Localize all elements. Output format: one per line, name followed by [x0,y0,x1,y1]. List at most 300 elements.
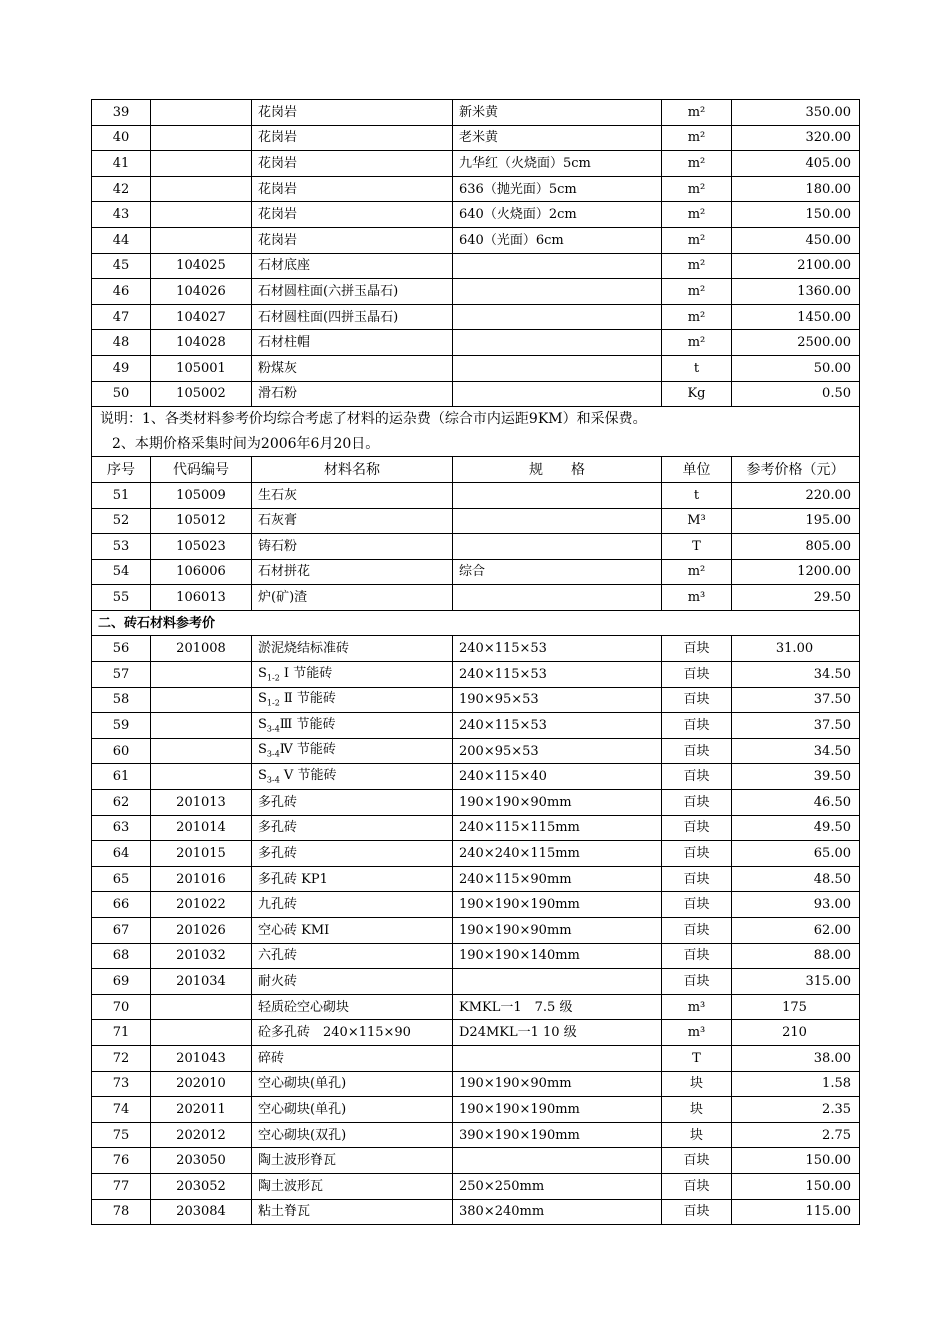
material-code: 202012 [151,1122,252,1148]
table-row [92,969,860,995]
row-number: 74 [92,1097,151,1123]
unit: m² [662,330,732,356]
unit: 百块 [662,1148,732,1174]
unit: 百块 [662,713,732,739]
material-code [151,764,252,790]
unit: m² [662,227,732,253]
header-row [92,457,860,483]
table-row [92,125,860,151]
table-row [92,279,860,305]
reference-price: 150.00 [732,1148,860,1174]
material-spec: 190×190×90mm [453,1071,662,1097]
row-number: 73 [92,1071,151,1097]
reference-price: 38.00 [732,1045,860,1071]
column-header-no: 序号 [92,457,151,483]
material-spec: 新米黄 [453,100,662,126]
table-row [92,1071,860,1097]
row-number: 61 [92,764,151,790]
reference-price: 49.50 [732,815,860,841]
material-code [151,994,252,1020]
material-spec: 240×115×53 [453,636,662,662]
material-name-suffix: Ⅱ 节能砖 [279,691,336,707]
reference-price: 50.00 [732,355,860,381]
reference-price: 2.75 [732,1122,860,1148]
material-name-suffix: Ⅴ 节能砖 [279,767,337,783]
row-number: 44 [92,227,151,253]
material-code [151,738,252,764]
material-code [151,125,252,151]
material-spec: 240×115×53 [453,713,662,739]
table-row [92,918,860,944]
material-code: 201043 [151,1045,252,1071]
material-name: 粉煤灰 [252,355,453,381]
material-code: 105001 [151,355,252,381]
material-name: 滑石粉 [252,381,453,407]
row-number: 65 [92,866,151,892]
table-row [92,559,860,585]
material-code: 105023 [151,534,252,560]
material-spec: 250×250mm [453,1173,662,1199]
unit: 百块 [662,866,732,892]
material-spec [453,534,662,560]
table-row [92,151,860,177]
row-number: 55 [92,585,151,611]
table-row [92,815,860,841]
material-spec: 190×190×90mm [453,790,662,816]
unit: Kg [662,381,732,407]
material-code: 201016 [151,866,252,892]
material-name: 陶土波形瓦 [252,1173,453,1199]
material-spec: 240×115×90mm [453,866,662,892]
material-code: 104027 [151,304,252,330]
row-number: 50 [92,381,151,407]
material-code: 105009 [151,482,252,508]
table-row [92,1097,860,1123]
reference-price: 29.50 [732,585,860,611]
unit: 百块 [662,662,732,688]
material-name-suffix: Ⅰ 节能砖 [279,665,333,681]
material-name: 炉(矿)渣 [252,585,453,611]
row-number: 78 [92,1199,151,1225]
row-number: 47 [92,304,151,330]
unit: m² [662,279,732,305]
material-name-subscript: 1-2 [266,673,280,683]
material-name-suffix: Ⅳ 节能砖 [279,742,336,758]
reference-price: 350.00 [732,100,860,126]
unit: M³ [662,508,732,534]
material-spec: 640（光面）6cm [453,227,662,253]
reference-price: 31.00 [732,636,860,662]
material-name: 花岗岩 [252,176,453,202]
reference-price: 805.00 [732,534,860,560]
unit: 百块 [662,892,732,918]
material-code: 202010 [151,1071,252,1097]
material-spec [453,253,662,279]
reference-price: 320.00 [732,125,860,151]
material-name: 石材拼花 [252,559,453,585]
table-row [92,330,860,356]
reference-price: 65.00 [732,841,860,867]
material-name-prefix: S [258,767,267,783]
material-code: 106013 [151,585,252,611]
material-name: 六孔砖 [252,943,453,969]
table-row [92,1045,860,1071]
reference-price: 210 [732,1020,860,1046]
material-code [151,227,252,253]
table-row [92,1020,860,1046]
material-code [151,202,252,228]
material-code [151,176,252,202]
unit: m² [662,151,732,177]
column-header-unit: 单位 [662,457,732,483]
reference-price: 450.00 [732,227,860,253]
material-name: 多孔砖 [252,815,453,841]
material-spec [453,279,662,305]
unit: 块 [662,1097,732,1123]
material-name: 多孔砖 KP1 [252,866,453,892]
material-spec: 九华红（火烧面）5cm [453,151,662,177]
table-row [92,943,860,969]
row-number: 59 [92,713,151,739]
material-name-prefix: S [258,691,267,707]
reference-price: 0.50 [732,381,860,407]
unit: 百块 [662,738,732,764]
table-row [92,994,860,1020]
reference-price: 48.50 [732,866,860,892]
material-spec: 综合 [453,559,662,585]
reference-price: 37.50 [732,687,860,713]
material-code: 201032 [151,943,252,969]
row-number: 75 [92,1122,151,1148]
table-row [92,227,860,253]
row-number: 68 [92,943,151,969]
table-row [92,687,860,713]
material-code: 104028 [151,330,252,356]
unit: 百块 [662,636,732,662]
material-spec: 640（火烧面）2cm [453,202,662,228]
unit: m² [662,559,732,585]
table-row [92,585,860,611]
material-name-prefix: S [258,742,267,758]
column-header-name: 材料名称 [252,457,453,483]
material-name [252,764,453,790]
section-title: 二、砖石材料参考价 [92,610,860,636]
reference-price: 1200.00 [732,559,860,585]
unit: 百块 [662,918,732,944]
table-row [92,866,860,892]
unit: 百块 [662,943,732,969]
material-code: 104025 [151,253,252,279]
row-number: 53 [92,534,151,560]
material-spec [453,330,662,356]
material-name: 淤泥烧结标准砖 [252,636,453,662]
material-name [252,738,453,764]
material-name: 石材柱帽 [252,330,453,356]
material-code: 201015 [151,841,252,867]
reference-price: 1450.00 [732,304,860,330]
reference-price: 175 [732,994,860,1020]
section-row [92,610,860,636]
material-name: 陶土波形脊瓦 [252,1148,453,1174]
material-spec [453,508,662,534]
reference-price: 150.00 [732,202,860,228]
material-name: 多孔砖 [252,790,453,816]
row-number: 62 [92,790,151,816]
unit: 百块 [662,687,732,713]
material-spec: 240×115×53 [453,662,662,688]
material-name-suffix: Ⅲ 节能砖 [279,716,336,732]
unit: m³ [662,1020,732,1046]
reference-price: 180.00 [732,176,860,202]
reference-price: 37.50 [732,713,860,739]
material-code: 202011 [151,1097,252,1123]
material-name: 花岗岩 [252,202,453,228]
material-code: 201013 [151,790,252,816]
reference-price: 88.00 [732,943,860,969]
table-row [92,662,860,688]
material-spec [453,304,662,330]
material-name: 耐火砖 [252,969,453,995]
material-name [252,713,453,739]
material-name: 九孔砖 [252,892,453,918]
reference-price: 34.50 [732,738,860,764]
material-name: 多孔砖 [252,841,453,867]
reference-price: 2.35 [732,1097,860,1123]
material-name-prefix: S [258,716,267,732]
material-spec [453,1045,662,1071]
material-spec [453,585,662,611]
row-number: 49 [92,355,151,381]
row-number: 56 [92,636,151,662]
row-number: 60 [92,738,151,764]
material-name: 空心砌块(单孔) [252,1097,453,1123]
material-name: 花岗岩 [252,100,453,126]
material-code [151,713,252,739]
material-spec: 240×115×40 [453,764,662,790]
unit: 块 [662,1071,732,1097]
reference-price: 62.00 [732,918,860,944]
row-number: 69 [92,969,151,995]
row-number: 43 [92,202,151,228]
row-number: 48 [92,330,151,356]
material-spec: 190×190×140mm [453,943,662,969]
note-line-2: 2、本期价格采集时间为2006年6月20日。 [92,432,860,457]
unit: m² [662,304,732,330]
material-spec: 636（抛光面）5cm [453,176,662,202]
row-number: 76 [92,1148,151,1174]
material-name-subscript: 3-4 [266,749,280,759]
table-row [92,1148,860,1174]
table-row [92,176,860,202]
material-code: 104026 [151,279,252,305]
unit: m² [662,253,732,279]
material-name-subscript: 3-4 [266,724,280,734]
table-row [92,790,860,816]
reference-price: 115.00 [732,1199,860,1225]
material-spec: 老米黄 [453,125,662,151]
material-name: 花岗岩 [252,151,453,177]
row-number: 52 [92,508,151,534]
material-code: 106006 [151,559,252,585]
material-name: 石材底座 [252,253,453,279]
material-spec: 240×115×115mm [453,815,662,841]
table-row [92,508,860,534]
reference-price: 150.00 [732,1173,860,1199]
material-code: 201022 [151,892,252,918]
unit: m³ [662,994,732,1020]
note-row [92,407,860,432]
material-code: 201008 [151,636,252,662]
material-name [252,687,453,713]
unit: T [662,534,732,560]
row-number: 41 [92,151,151,177]
row-number: 42 [92,176,151,202]
material-code: 203084 [151,1199,252,1225]
material-spec [453,482,662,508]
note-row [92,432,860,457]
row-number: 57 [92,662,151,688]
reference-price: 34.50 [732,662,860,688]
reference-price: 1360.00 [732,279,860,305]
material-spec [453,381,662,407]
reference-price: 195.00 [732,508,860,534]
table-row [92,764,860,790]
material-name: 碎砖 [252,1045,453,1071]
material-code: 203052 [151,1173,252,1199]
unit: m² [662,202,732,228]
material-code: 201034 [151,969,252,995]
unit: m³ [662,585,732,611]
material-spec: 200×95×53 [453,738,662,764]
material-code [151,662,252,688]
material-spec: 380×240mm [453,1199,662,1225]
row-number: 58 [92,687,151,713]
material-code: 105002 [151,381,252,407]
table-row [92,381,860,407]
material-spec: 190×190×190mm [453,1097,662,1123]
material-spec: KMKL一1 7.5 级 [453,994,662,1020]
unit: 百块 [662,1173,732,1199]
table-row [92,304,860,330]
row-number: 71 [92,1020,151,1046]
row-number: 45 [92,253,151,279]
row-number: 66 [92,892,151,918]
material-code [151,100,252,126]
material-spec: 390×190×190mm [453,1122,662,1148]
material-spec: 240×240×115mm [453,841,662,867]
row-number: 77 [92,1173,151,1199]
table-row [92,355,860,381]
table-row [92,1173,860,1199]
table-row [92,253,860,279]
reference-price: 39.50 [732,764,860,790]
row-number: 64 [92,841,151,867]
material-name: 花岗岩 [252,227,453,253]
material-code [151,151,252,177]
reference-price: 220.00 [732,482,860,508]
row-number: 67 [92,918,151,944]
price-table-sheet [91,99,859,1225]
material-spec [453,1148,662,1174]
material-name-subscript: 3-4 [266,775,280,785]
unit: 百块 [662,841,732,867]
unit: m² [662,100,732,126]
column-header-spec: 规 格 [453,457,662,483]
unit: t [662,482,732,508]
material-name: 空心砌块(单孔) [252,1071,453,1097]
material-spec: 190×95×53 [453,687,662,713]
row-number: 39 [92,100,151,126]
material-code [151,687,252,713]
material-code: 105012 [151,508,252,534]
reference-price: 93.00 [732,892,860,918]
table-row [92,534,860,560]
reference-price: 46.50 [732,790,860,816]
material-spec [453,969,662,995]
unit: 百块 [662,815,732,841]
row-number: 40 [92,125,151,151]
unit: 块 [662,1122,732,1148]
unit: 百块 [662,764,732,790]
material-name-prefix: S [258,665,267,681]
unit: 百块 [662,790,732,816]
material-spec [453,355,662,381]
material-name-subscript: 1-2 [266,698,280,708]
material-name: 空心砌块(双孔) [252,1122,453,1148]
unit: m² [662,125,732,151]
table-row [92,1122,860,1148]
row-number: 46 [92,279,151,305]
reference-price: 405.00 [732,151,860,177]
column-header-price: 参考价格（元） [732,457,860,483]
unit: T [662,1045,732,1071]
table-row [92,202,860,228]
material-code: 201026 [151,918,252,944]
material-spec: D24MKL一1 10 级 [453,1020,662,1046]
table-row [92,482,860,508]
material-name: 石材圆柱面(四拼玉晶石) [252,304,453,330]
table-row [92,636,860,662]
unit: m² [662,176,732,202]
material-code [151,1020,252,1046]
unit: 百块 [662,969,732,995]
material-name: 轻质砼空心砌块 [252,994,453,1020]
row-number: 70 [92,994,151,1020]
reference-price: 1.58 [732,1071,860,1097]
material-name: 石材圆柱面(六拼玉晶石) [252,279,453,305]
reference-price: 2500.00 [732,330,860,356]
material-name: 生石灰 [252,482,453,508]
material-spec: 190×190×90mm [453,918,662,944]
material-name: 空心砖 KMI [252,918,453,944]
table-row [92,841,860,867]
material-price-table [91,99,860,1225]
material-code: 203050 [151,1148,252,1174]
material-code: 201014 [151,815,252,841]
row-number: 63 [92,815,151,841]
row-number: 54 [92,559,151,585]
material-name [252,662,453,688]
reference-price: 315.00 [732,969,860,995]
table-row [92,738,860,764]
material-name: 石灰膏 [252,508,453,534]
column-header-code: 代码编号 [151,457,252,483]
row-number: 51 [92,482,151,508]
material-name: 花岗岩 [252,125,453,151]
material-name: 铸石粉 [252,534,453,560]
reference-price: 2100.00 [732,253,860,279]
unit: t [662,355,732,381]
